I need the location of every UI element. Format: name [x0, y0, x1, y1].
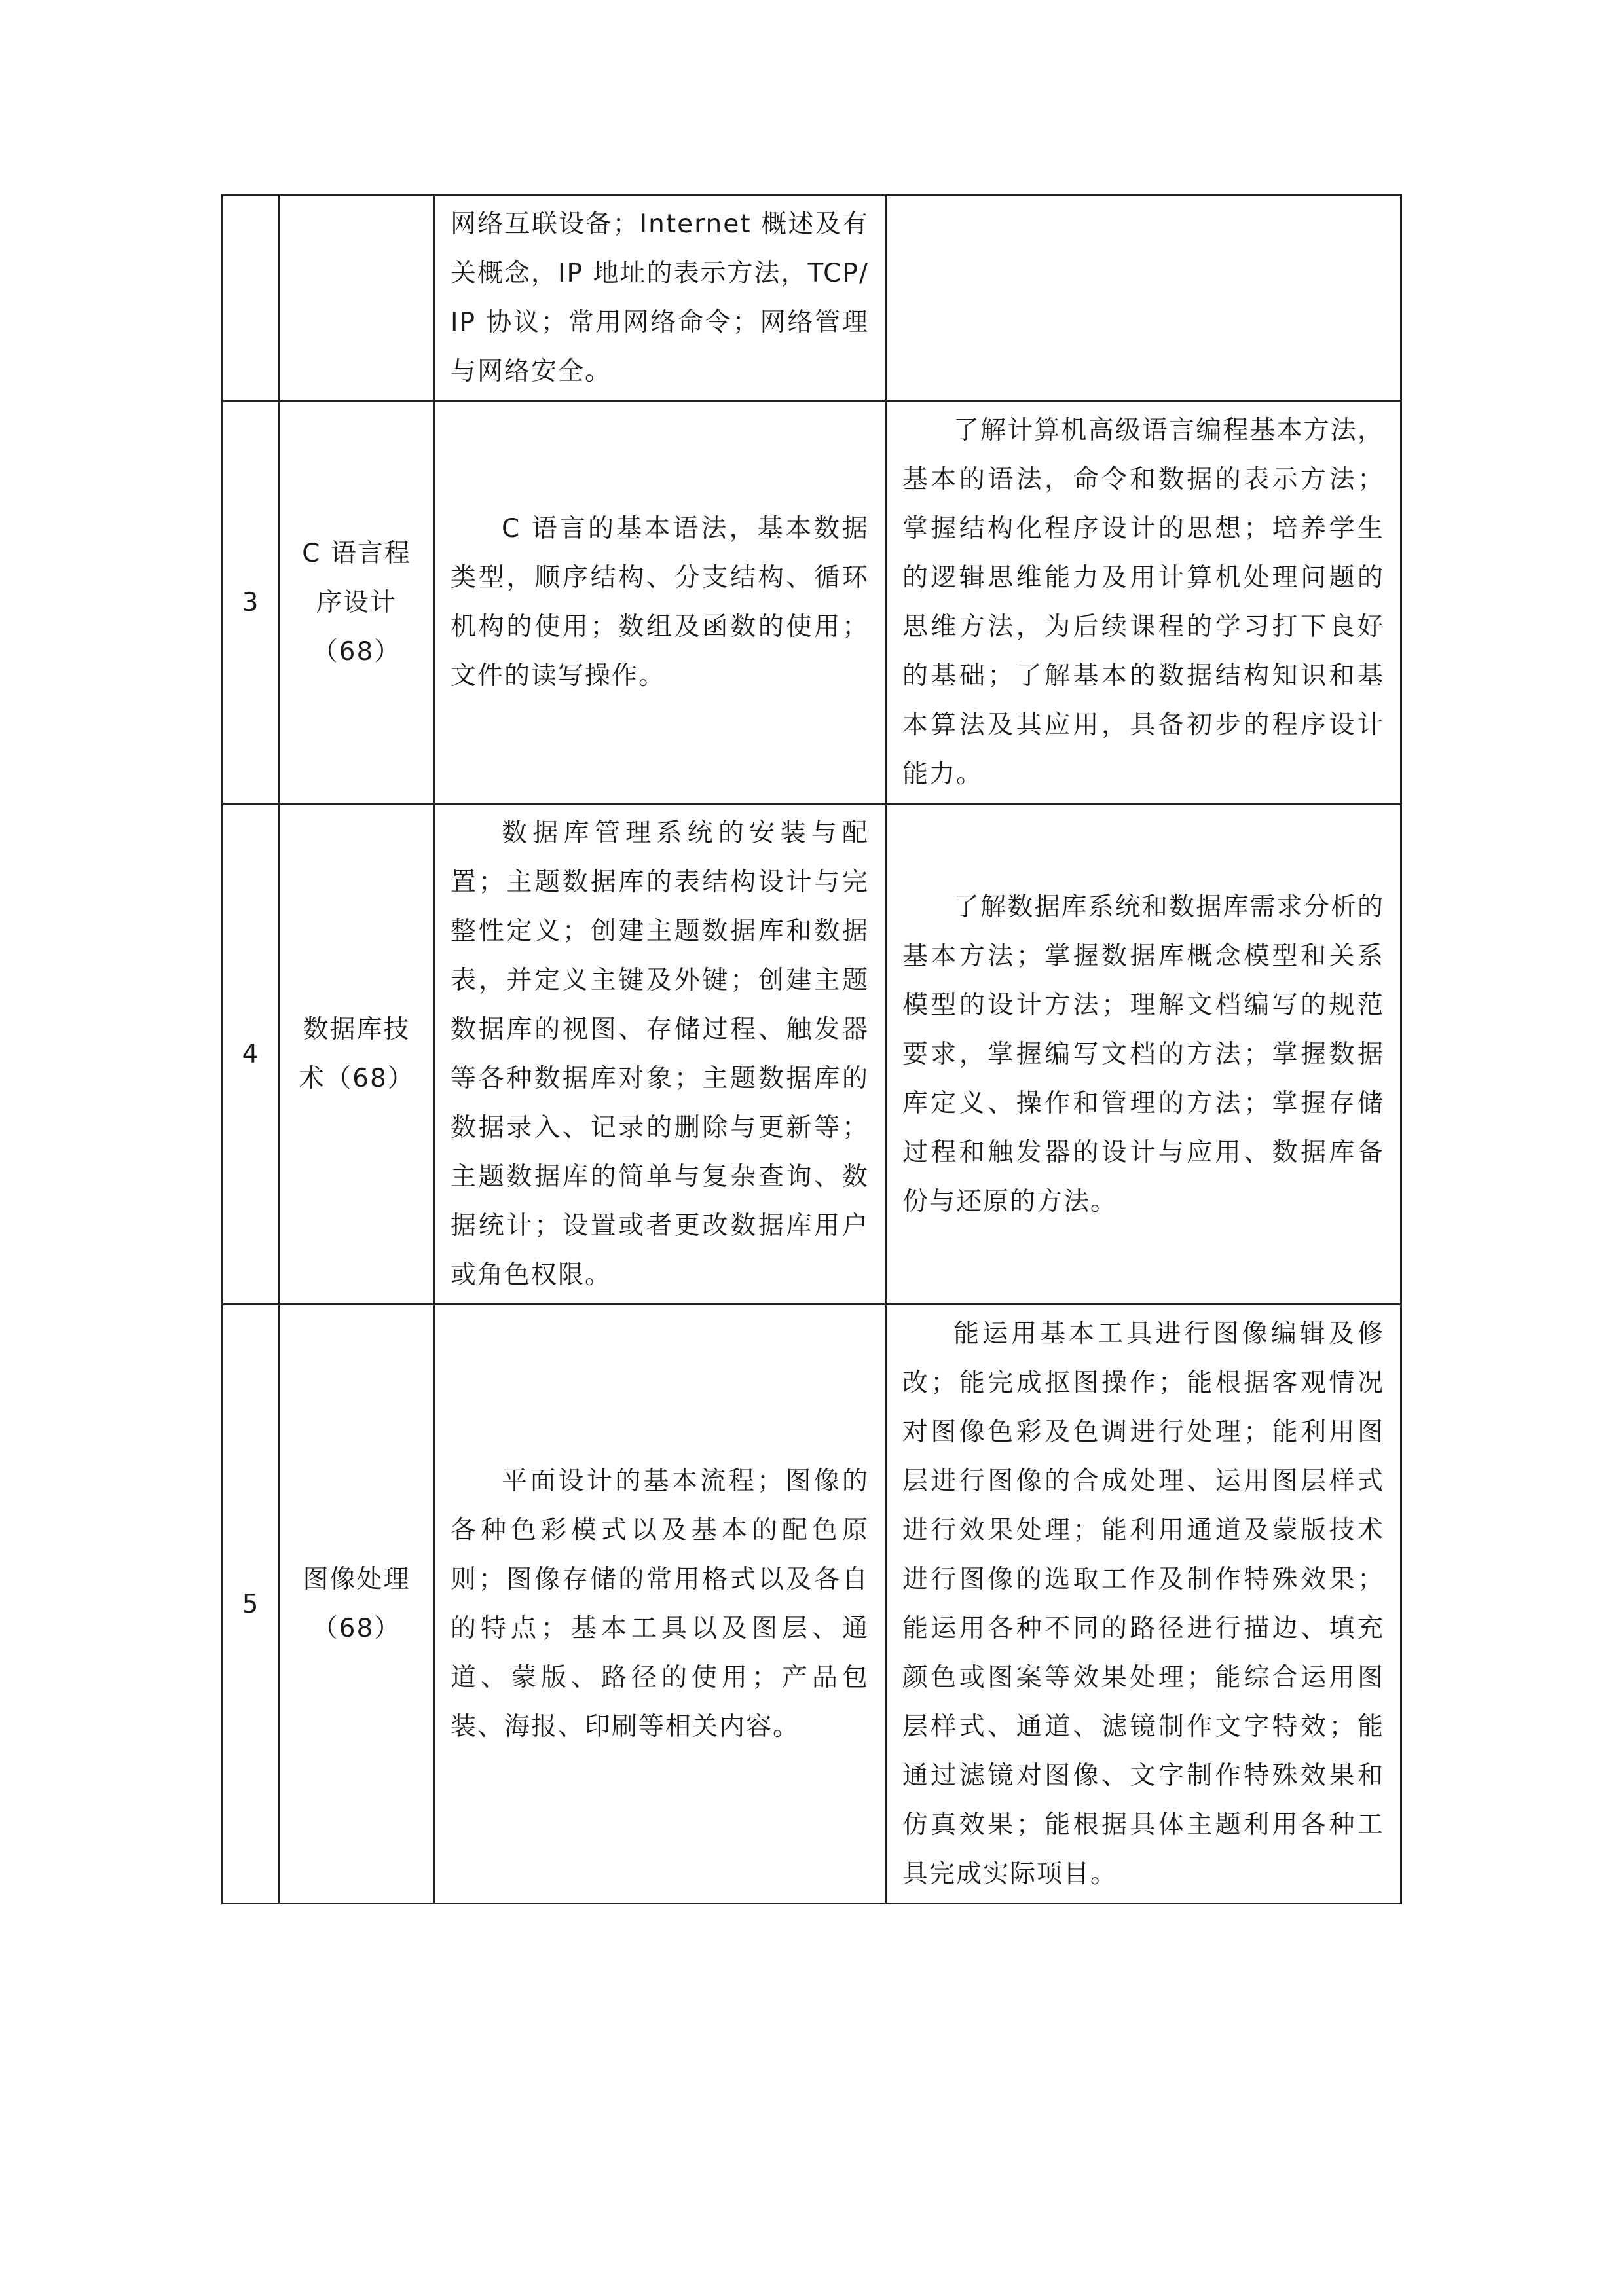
course-content-text: 平面设计的基本流程；图像的各种色彩模式以及基本的配色原则；图像存储的常用格式以及各自的特点；基本工具以及图层、通道、蒙版、路径的使用；产品包装、海报、印刷等相关内容。	[451, 1467, 869, 1741]
course-table	[221, 194, 1402, 1904]
table-row	[223, 804, 1401, 1305]
course-goal-cell	[886, 1305, 1401, 1904]
course-content-cell	[434, 401, 886, 804]
course-goal-text: 了解计算机高级语言编程基本方法，基本的语法，命令和数据的表示方法；掌握结构化程序设计的思想；培养学生的逻辑思维能力及用计算机处理问题的思维方法，为后续课程的学习打下良好的基础；了解基本的数据结构知识和基本算法及其应用，具备初步的程序设计能力。	[902, 416, 1384, 789]
course-content-text: 数据库管理系统的安装与配置；主题数据库的表结构设计与完整性定义；创建主题数据库和数据表，并定义主键及外键；创建主题数据库的视图、存储过程、触发器等各种数据库对象；主题数据库的数据录入、记录的删除与更新等；主题数据库的简单与复杂查询、数据统计；设置或者更改数据库用户或角色权限。	[451, 818, 869, 1290]
course-number-cell: 5	[223, 1305, 280, 1904]
table-row	[223, 195, 1401, 401]
course-goal-cell	[886, 804, 1401, 1305]
course-name-cell	[280, 195, 434, 401]
course-number-cell: 3	[223, 401, 280, 804]
course-goal-cell	[886, 401, 1401, 804]
course-content-cell	[434, 804, 886, 1305]
course-content-text: 网络互联设备；Internet 概述及有关概念，IP 地址的表示方法，TCP/IP 协议；常用网络命令；网络管理与网络安全。	[451, 210, 869, 386]
table-row	[223, 401, 1401, 804]
course-name-cell: C 语言程序设计（68）	[280, 401, 434, 804]
course-content-text: C 语言的基本语法，基本数据类型，顺序结构、分支结构、循环机构的使用；数组及函数的使用；文件的读写操作。	[451, 514, 869, 691]
course-goal-text: 了解数据库系统和数据库需求分析的基本方法；掌握数据库概念模型和关系模型的设计方法；理解文档编写的规范要求，掌握编写文档的方法；掌握数据库定义、操作和管理的方法；掌握存储过程和触发器的设计与应用、数据库备份与还原的方法。	[902, 892, 1384, 1216]
course-name-cell: 图像处理（68）	[280, 1305, 434, 1904]
course-content-cell	[434, 1305, 886, 1904]
course-name-cell: 数据库技术（68）	[280, 804, 434, 1305]
course-goal-cell	[886, 195, 1401, 401]
course-number-cell	[223, 195, 280, 401]
table-row	[223, 1305, 1401, 1904]
course-number-cell: 4	[223, 804, 280, 1305]
course-content-cell	[434, 195, 886, 401]
course-goal-text: 能运用基本工具进行图像编辑及修改；能完成抠图操作；能根据客观情况对图像色彩及色调进行处理；能利用图层进行图像的合成处理、运用图层样式进行效果处理；能利用通道及蒙版技术进行图像的选取工作及制作特殊效果；能运用各种不同的路径进行描边、填充颜色或图案等效果处理；能综合运用图层样式、通道、滤镜制作文字特效；能通过滤镜对图像、文字制作特殊效果和仿真效果；能根据具体主题利用各种工具完成实际项目。	[902, 1319, 1384, 1889]
